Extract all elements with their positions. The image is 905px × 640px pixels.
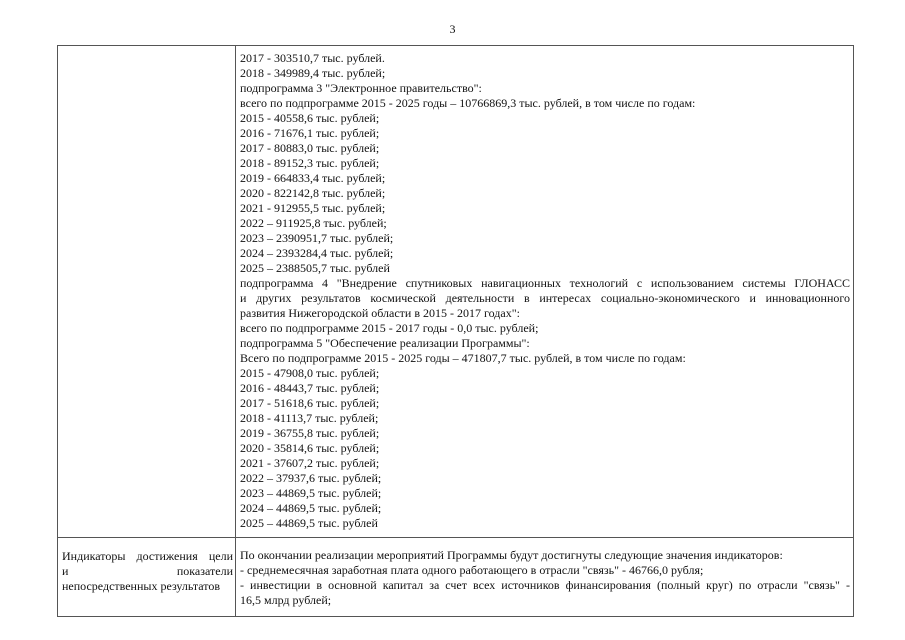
table-row xyxy=(58,46,854,538)
indicator-investment: - инвестиции в основной капитал за счет всех источников финансирования (полный круг) по отрасли "связь" - xyxy=(240,578,850,592)
subprogram5-total: Всего по подпрограмме 2015 - 2025 годы – 471807,7 тыс. рублей, в том числе по годам: xyxy=(240,351,686,365)
funding-line: 2025 – 44869,5 тыс. рублей xyxy=(240,516,378,530)
funding-line: 2020 - 822142,8 тыс. рублей; xyxy=(240,186,386,200)
subprogram4-title-line: развития Нижегородской области в 2015 - 2017 годах": xyxy=(240,306,520,320)
funding-line: 2015 - 47908,0 тыс. рублей; xyxy=(240,366,380,380)
indicators-value-cell xyxy=(236,538,854,617)
funding-line: 2016 - 48443,7 тыс. рублей; xyxy=(240,381,380,395)
funding-line: 2025 – 2388505,7 тыс. рублей xyxy=(240,261,390,275)
subprogram5-title: подпрограмма 5 "Обеспечение реализации Программы": xyxy=(240,336,530,350)
funding-line: 2015 - 40558,6 тыс. рублей; xyxy=(240,111,380,125)
funding-line: 2017 - 80883,0 тыс. рублей; xyxy=(240,141,380,155)
indicators-label-cell xyxy=(58,538,236,617)
funding-line: 2016 - 71676,1 тыс. рублей; xyxy=(240,126,380,140)
funding-line: 2023 – 44869,5 тыс. рублей; xyxy=(240,486,382,500)
subprogram3-total: всего по подпрограмме 2015 - 2025 годы – 10766869,3 тыс. рублей, в том числе по годам: xyxy=(240,96,696,110)
funding-line: 2019 - 664833,4 тыс. рублей; xyxy=(240,171,386,185)
funding-line: 2018 - 349989,4 тыс. рублей; xyxy=(240,66,386,80)
indicators-label-line: и показатели xyxy=(62,564,233,578)
indicator-investment-value: 16,5 млрд рублей; xyxy=(240,593,332,607)
subprogram4-total: всего по подпрограмме 2015 - 2017 годы - 0,0 тыс. рублей; xyxy=(240,321,539,335)
funding-line: 2023 – 2390951,7 тыс. рублей; xyxy=(240,231,394,245)
indicators-label-line: непосредственных результатов xyxy=(62,579,221,593)
funding-line: 2024 – 44869,5 тыс. рублей; xyxy=(240,501,382,515)
program-passport-table xyxy=(57,45,854,617)
funding-line: 2021 - 912955,5 тыс. рублей; xyxy=(240,201,386,215)
funding-line: 2020 - 35814,6 тыс. рублей; xyxy=(240,441,380,455)
left-cell-empty xyxy=(58,46,236,538)
funding-line: 2018 - 41113,7 тыс. рублей; xyxy=(240,411,379,425)
page-number: 3 xyxy=(449,22,456,36)
funding-line: 2019 - 36755,8 тыс. рублей; xyxy=(240,426,380,440)
subprogram3-title: подпрограмма 3 "Электронное правительство": xyxy=(240,81,482,95)
funding-line: 2018 - 89152,3 тыс. рублей; xyxy=(240,156,380,170)
indicators-intro: По окончании реализации мероприятий Программы будут достигнуты следующие значения индикаторов: xyxy=(240,548,783,562)
subprogram4-title-line: и других результатов космической деятельности в интересах социально-экономического и инновационного xyxy=(240,291,850,305)
table-row xyxy=(58,538,854,617)
subprogram4-title-line: подпрограмма 4 "Внедрение спутниковых навигационных технологий с использованием системы ГЛОНАСС xyxy=(240,276,850,290)
funding-cell xyxy=(236,46,854,538)
funding-line: 2021 - 37607,2 тыс. рублей; xyxy=(240,456,380,470)
funding-line: 2017 - 51618,6 тыс. рублей; xyxy=(240,396,380,410)
funding-line: 2017 - 303510,7 тыс. рублей. xyxy=(240,51,385,65)
indicators-label-line: Индикаторы достижения цели xyxy=(62,549,233,563)
funding-line: 2024 – 2393284,4 тыс. рублей; xyxy=(240,246,394,260)
funding-line: 2022 – 911925,8 тыс. рублей; xyxy=(240,216,387,230)
indicator-salary: - среднемесячная заработная плата одного работающего в отрасли "связь" - 46766,0 рубля; xyxy=(240,563,704,577)
funding-line: 2022 – 37937,6 тыс. рублей; xyxy=(240,471,382,485)
